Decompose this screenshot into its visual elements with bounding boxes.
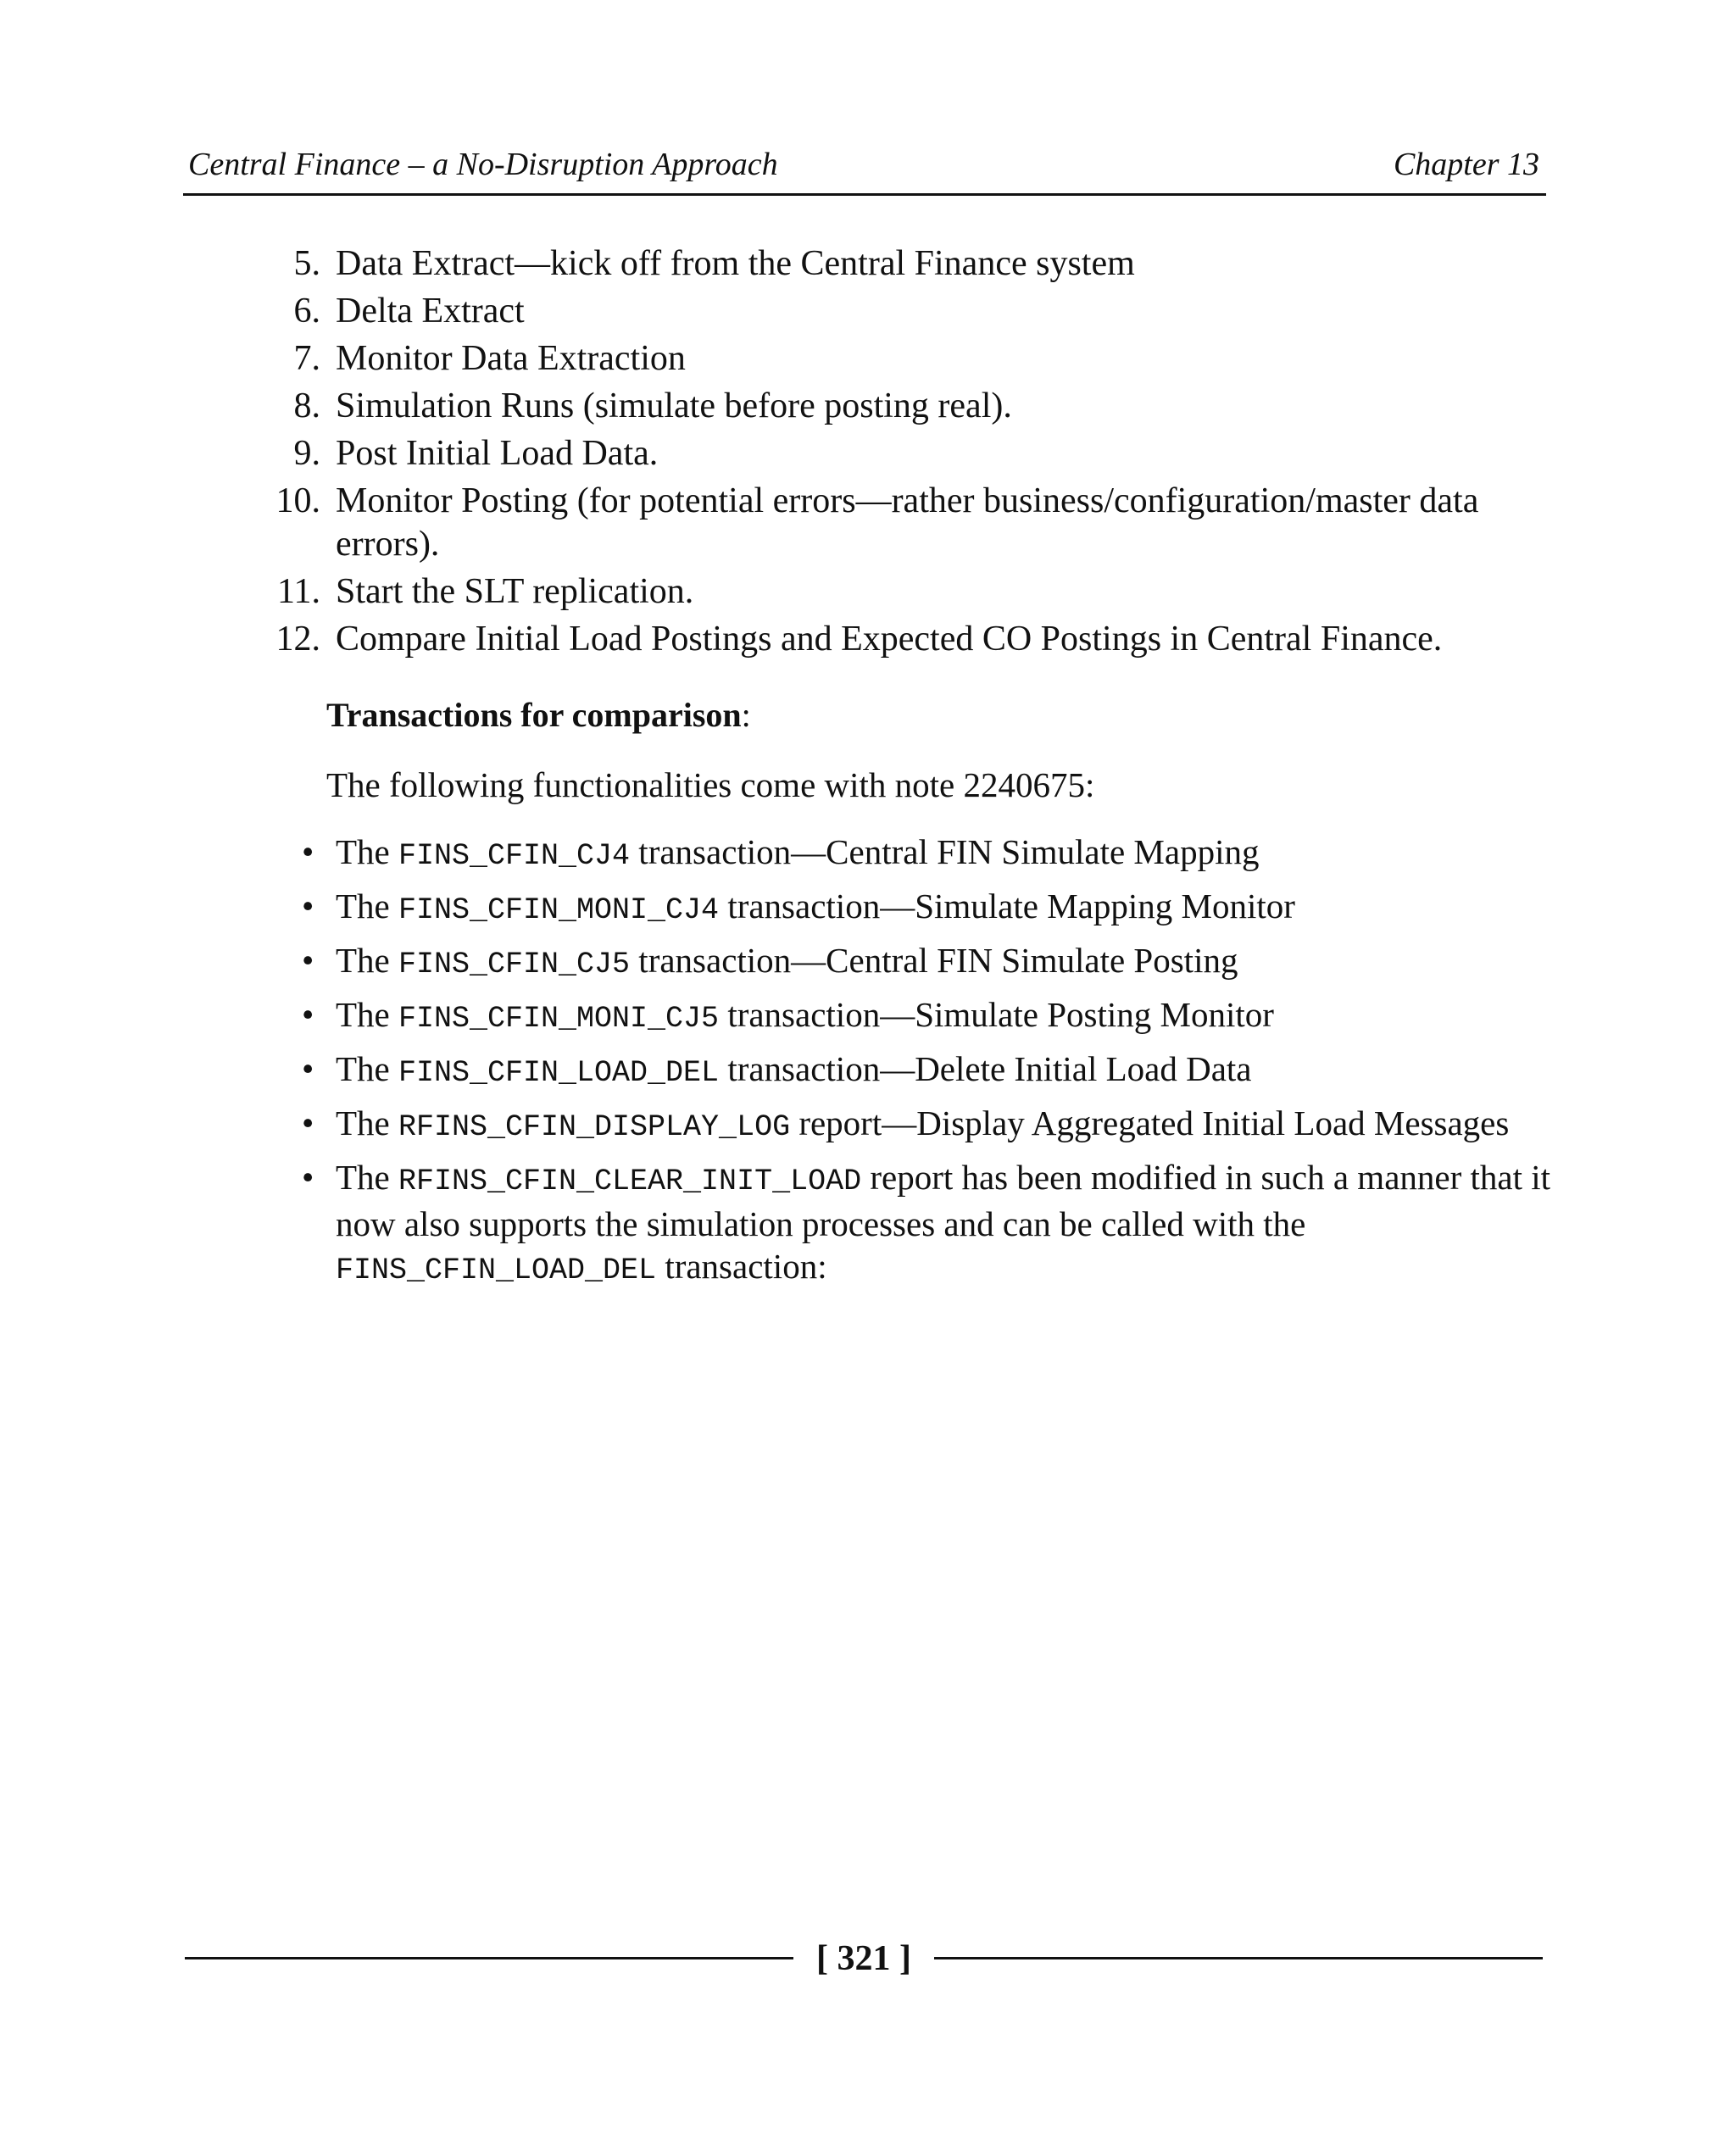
transaction-code: FINS_CFIN_CJ5 (398, 948, 631, 981)
bullet-icon: • (302, 1158, 314, 1197)
subheading-colon: : (741, 696, 751, 734)
step-text: Monitor Posting (for potential errors—rather business/configuration/master data errors). (336, 481, 1479, 564)
bullet-text: transaction—Delete Initial Load Data (719, 1049, 1252, 1088)
step-text: Monitor Data Extraction (336, 339, 686, 378)
transactions-bullet-list (300, 831, 1555, 1299)
footer-rule-right (934, 1957, 1543, 1959)
transaction-code: FINS_CFIN_CJ4 (398, 839, 631, 873)
bullet-text: The (336, 941, 398, 980)
bullet-text: The (336, 832, 398, 871)
page-number: [ 321 ] (816, 1939, 911, 1978)
list-item (300, 1156, 1555, 1292)
list-item (271, 337, 1551, 381)
step-number: 5. (293, 244, 320, 283)
bullet-text: transaction—Central FIN Simulate Posting (630, 941, 1238, 980)
list-item (271, 242, 1551, 286)
bullet-text: transaction: (656, 1247, 827, 1286)
list-item (271, 290, 1551, 333)
bullet-text: The (336, 1103, 398, 1142)
bullet-text: The (336, 1049, 398, 1088)
step-number: 11. (277, 572, 320, 611)
step-number: 7. (293, 339, 320, 378)
list-item (300, 939, 1555, 986)
footer-rule-left (185, 1957, 793, 1959)
list-item (271, 618, 1551, 661)
report-code: RFINS_CFIN_DISPLAY_LOG (398, 1110, 791, 1144)
bullet-text: transaction—Simulate Mapping Monitor (719, 887, 1295, 925)
bullet-text: transaction—Central FIN Simulate Mapping (630, 832, 1260, 871)
bullet-icon: • (302, 1049, 314, 1088)
section-subheading (326, 693, 751, 737)
step-text: Simulation Runs (simulate before posting real). (336, 386, 1012, 425)
bullet-icon: • (302, 941, 314, 980)
transaction-code: FINS_CFIN_LOAD_DEL (398, 1056, 720, 1090)
bullet-icon: • (302, 832, 314, 871)
list-item (300, 1102, 1555, 1148)
step-number: 8. (293, 386, 320, 425)
bullet-icon: • (302, 1103, 314, 1142)
header-book-title: Central Finance – a No-Disruption Approach (188, 147, 778, 182)
list-item (271, 432, 1551, 475)
list-item (300, 1048, 1555, 1094)
numbered-steps-list (271, 242, 1551, 665)
bullet-text: transaction—Simulate Posting Monitor (719, 995, 1274, 1034)
bullet-icon: • (302, 887, 314, 925)
list-item (300, 831, 1555, 877)
subheading-bold-text: Transactions for comparison (326, 696, 742, 734)
bullet-text: The (336, 887, 398, 925)
step-number: 6. (293, 292, 320, 331)
step-text: Compare Initial Load Postings and Expected CO Postings in Central Finance. (336, 620, 1443, 659)
transaction-code: FINS_CFIN_LOAD_DEL (336, 1253, 657, 1287)
bullet-text: report—Display Aggregated Initial Load Messages (790, 1103, 1510, 1142)
step-text: Data Extract—kick off from the Central Finance system (336, 244, 1135, 283)
step-text: Delta Extract (336, 292, 525, 331)
intro-paragraph: The following functionalities come with note 2240675: (326, 765, 1095, 804)
step-text: Start the SLT replication. (336, 572, 694, 611)
bullet-text: report has been modified in such a manner that it now also supports the simulation processes and can be called with the (336, 1158, 1551, 1243)
report-code: RFINS_CFIN_CLEAR_INIT_LOAD (398, 1164, 862, 1198)
step-number: 9. (293, 434, 320, 473)
list-item (271, 570, 1551, 614)
step-number: 10. (275, 481, 320, 520)
step-number: 12. (275, 620, 320, 659)
list-item (271, 480, 1551, 566)
transaction-code: FINS_CFIN_MONI_CJ4 (398, 893, 720, 927)
bullet-icon: • (302, 995, 314, 1034)
list-item (271, 385, 1551, 428)
bullet-text: The (336, 1158, 398, 1197)
list-item (300, 885, 1555, 931)
bullet-text: The (336, 995, 398, 1034)
transaction-code: FINS_CFIN_MONI_CJ5 (398, 1002, 720, 1036)
running-header (183, 142, 1546, 196)
header-chapter: Chapter 13 (1393, 147, 1539, 182)
list-item (300, 993, 1555, 1040)
step-text: Post Initial Load Data. (336, 434, 659, 473)
